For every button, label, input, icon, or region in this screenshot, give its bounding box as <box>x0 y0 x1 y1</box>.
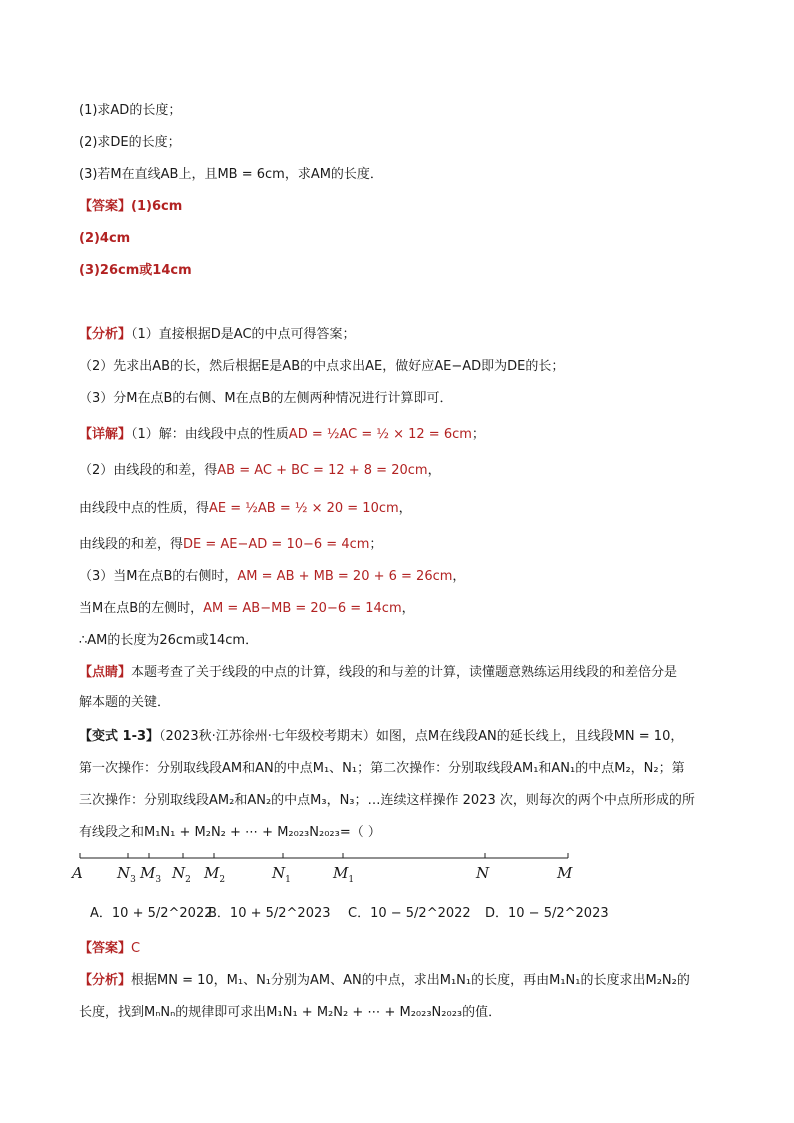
detail-end-2: ， <box>427 463 441 478</box>
answer2-label: 【答案】 <box>79 941 132 956</box>
answer2-value: C <box>131 941 141 956</box>
detail-text-3: 由线段中点的性质，得 <box>79 501 210 516</box>
detail-text-4: 由线段的和差，得 <box>79 537 184 552</box>
point-N3: $N_3$ <box>117 864 136 885</box>
detail-end-6: ， <box>401 601 415 616</box>
detail-text-5: （3）当M在点B的右侧时， <box>79 569 238 584</box>
analysis-label: 【分析】 <box>79 327 132 342</box>
detail-math-1: AD = ½AC = ½ × 12 = 6cm <box>288 427 472 442</box>
point-M: M <box>557 864 573 882</box>
detail-end-5: ， <box>452 569 466 584</box>
option-A[interactable]: A．10 + 5/2^2022 <box>90 906 213 921</box>
answer2-line <box>79 940 140 958</box>
option-B[interactable]: B．10 + 5/2^2023 <box>208 906 331 921</box>
detail-math-4: DE = AE−AD = 10−6 = 4cm <box>183 537 370 552</box>
point-M3: $M_3$ <box>140 864 162 885</box>
point-N2: $N_2$ <box>172 864 191 885</box>
point-M2: $M_2$ <box>204 864 226 885</box>
detail-math-5: AM = AB + MB = 20 + 6 = 26cm <box>237 569 453 584</box>
point-N: N <box>476 864 490 882</box>
question-1: (1)求AD的长度； <box>79 103 182 118</box>
analysis2-line-2: 长度，找到MₙNₙ的规律即可求出M₁N₁ + M₂N₂ + ⋯ + M₂₀₂₃N₂₀₂₃的值． <box>79 1005 502 1020</box>
comment-text-1: 本题考查了关于线段的中点的计算，线段的和与差的计算，读懂题意熟练运用线段的和差倍分是 <box>131 665 678 680</box>
variant-line-3: 三次操作：分别取线段AM₂和AN₂的中点M₃，N₃；…连续这样操作 2023 次，则每次的两个中点所形成的所 <box>79 793 695 808</box>
answer-3: (3)26cm或14cm <box>79 263 192 278</box>
option-D[interactable]: D．10 − 5/2^2023 <box>485 906 609 921</box>
analysis2-label: 【分析】 <box>79 973 132 988</box>
answer-1: (1)6cm <box>131 199 183 214</box>
variant-label: 【变式 1-3】 <box>79 729 160 744</box>
detail-end-3: ， <box>398 501 412 516</box>
option-C[interactable]: C．10 − 5/2^2022 <box>348 906 471 921</box>
detail-end-4: ； <box>369 537 383 552</box>
analysis-line-3: （3）分M在点B的右侧、M在点B的左侧两种情况进行计算即可． <box>79 391 453 406</box>
question-2: (2)求DE的长度； <box>79 135 181 150</box>
point-M1: $M_1$ <box>333 864 355 885</box>
detail-line-7: ∴AM的长度为26cm或14cm． <box>79 633 259 648</box>
variant-line-2: 第一次操作：分别取线段AM和AN的中点M₁、N₁；第二次操作：分别取线段AM₁和AN₁的中点M₂，N₂；第 <box>79 761 685 776</box>
analysis-line-2: （2）先求出AB的长，然后根据E是AB的中点求出AE，做好应AE−AD即为DE的长； <box>79 359 565 374</box>
detail-math-2: AB = AC + BC = 12 + 8 = 20cm <box>217 463 428 478</box>
detail-label: 【详解】 <box>79 427 132 442</box>
variant-text-1: 如图，点M在线段AN的延长线上，且线段MN = 10， <box>375 729 684 744</box>
detail-math-6: AM = AB−MB = 20−6 = 14cm <box>203 601 402 616</box>
detail-text-6: 当M在点B的左侧时， <box>79 601 204 616</box>
detail-math-3: AE = ½AB = ½ × 20 = 10cm <box>209 501 399 516</box>
point-N1: $N_1$ <box>272 864 291 885</box>
point-A: A <box>72 864 83 882</box>
analysis2-line-1 <box>79 972 690 990</box>
answer-label: 【答案】 <box>79 199 132 214</box>
analysis-text-1: （1）直接根据D是AC的中点可得答案； <box>131 327 356 342</box>
comment-label: 【点睛】 <box>79 665 132 680</box>
detail-text-1: （1）解：由线段中点的性质 <box>131 427 289 442</box>
variant-source: （2023秋·江苏徐州·七年级校考期末） <box>159 729 376 744</box>
answer-2: (2)4cm <box>79 231 131 246</box>
question-3: (3)若M在直线AB上，且MB = 6cm，求AM的长度． <box>79 167 383 182</box>
analysis2-text-1: 根据MN = 10，M₁、N₁分别为AM、AN的中点，求出M₁N₁的长度，再由M₁N₁的长度求出M₂N₂的 <box>131 973 690 988</box>
detail-end-1: ； <box>471 427 485 442</box>
variant-line-4: 有线段之和M₁N₁ + M₂N₂ + ⋯ + M₂₀₂₃N₂₀₂₃=（ ） <box>79 825 381 840</box>
comment-line-2: 解本题的关键． <box>79 695 171 710</box>
detail-text-2: （2）由线段的和差，得 <box>79 463 218 478</box>
